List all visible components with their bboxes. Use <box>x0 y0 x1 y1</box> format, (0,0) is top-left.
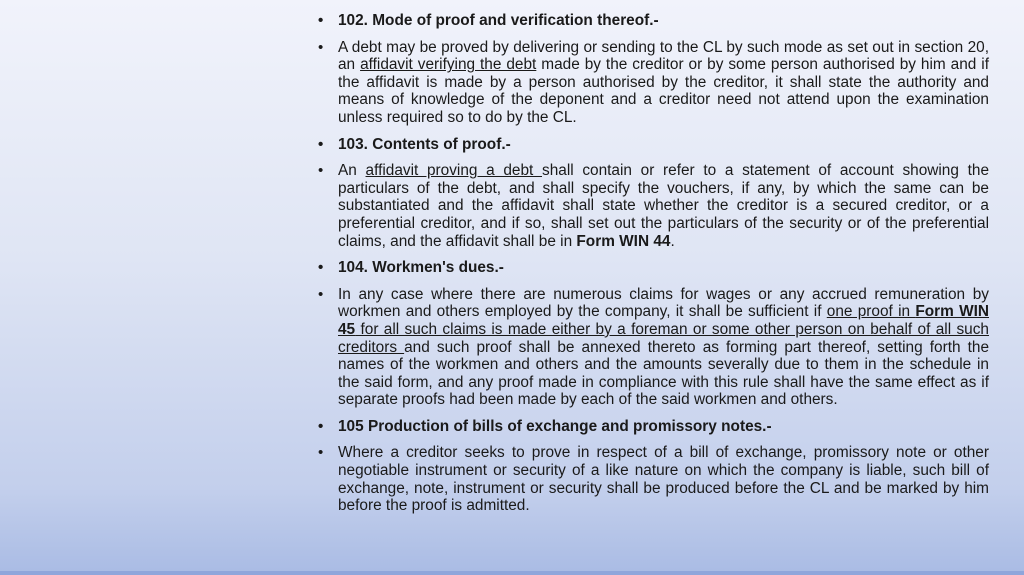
section-heading-text: 105 Production of bills of exchange and promissory notes.- <box>338 417 772 435</box>
section-heading-text: 102. Mode of proof and verification thereof.- <box>338 12 659 29</box>
section-105-body <box>316 444 989 514</box>
slide-bottom-border <box>0 571 1024 575</box>
section-heading-text: 104. Workmen's dues.- <box>338 259 504 277</box>
body-text: . <box>670 232 675 250</box>
bullet-icon: • <box>318 259 324 277</box>
bullet-icon: • <box>318 12 324 29</box>
form-reference: Form WIN 45 <box>338 303 989 338</box>
body-text: In any case where there are numerous claims for wages or any accrued remuneration by workmen and others employed by the company, it shall be sufficient if <box>338 285 989 321</box>
bullet-icon: • <box>318 162 324 180</box>
body-text: An <box>338 162 366 180</box>
body-text: A debt may be proved by delivering or sending to the CL by such mode as set out in section 20, an <box>338 38 989 74</box>
form-reference: Form WIN 44 <box>576 232 671 250</box>
bullet-icon: • <box>318 417 324 435</box>
bullet-list <box>316 12 989 515</box>
body-text: Where a creditor seeks to prove in respect of a bill of exchange, promissory note or other negotiable instrument or security of a like nature on which the company is liable, such bill of exchange, note, instrument or security shall be produced before the CL and be marked by him before the proof is admitted. <box>338 444 989 515</box>
body-text: and such proof shall be annexed thereto as forming part thereof, setting forth the names of the workmen and others and the amounts severally due to them in the schedule in the said form, and any proof made in compliance with this rule shall have the same effect as if separate proofs had been made by each of the said workmen and others. <box>338 338 990 409</box>
section-102-body <box>316 39 989 127</box>
underlined-text: one proof in <box>826 303 916 321</box>
bullet-icon: • <box>318 135 324 153</box>
section-104-heading <box>316 259 989 277</box>
bullet-icon: • <box>318 285 324 303</box>
body-text: made by the creditor or by some person authorised by him and if the affidavit is made by a person authorised by the creditor, it shall state the authority and means of knowledge of the deponent and a creditor need not attend upon the examination unless required so to do by the CL. <box>338 56 989 126</box>
section-heading-text: 103. Contents of proof.- <box>338 135 511 153</box>
underlined-text: affidavit verifying the debt <box>360 56 537 74</box>
bullet-icon: • <box>318 38 324 56</box>
underlined-text: for all such claims is made either by a foreman or some other person on behalf of all such creditors <box>338 320 989 356</box>
body-text: shall contain or refer to a statement of account showing the particulars of the debt, and shall specify the vouchers, if any, by which the same can be substantiated and the affidavit shall state whether the creditor is a secured creditor, or a preferential creditor, and if so, shall set out the particulars of the security or of the preferential claims, and the affidavit shall be in <box>338 162 990 250</box>
bullet-icon: • <box>318 444 324 462</box>
slide-content <box>316 12 989 524</box>
section-105-heading <box>316 418 989 436</box>
section-103-heading <box>316 136 989 154</box>
section-102-heading <box>316 12 989 30</box>
section-104-body <box>316 286 989 409</box>
underlined-text: affidavit proving a debt <box>365 162 542 180</box>
section-103-body <box>316 162 989 250</box>
